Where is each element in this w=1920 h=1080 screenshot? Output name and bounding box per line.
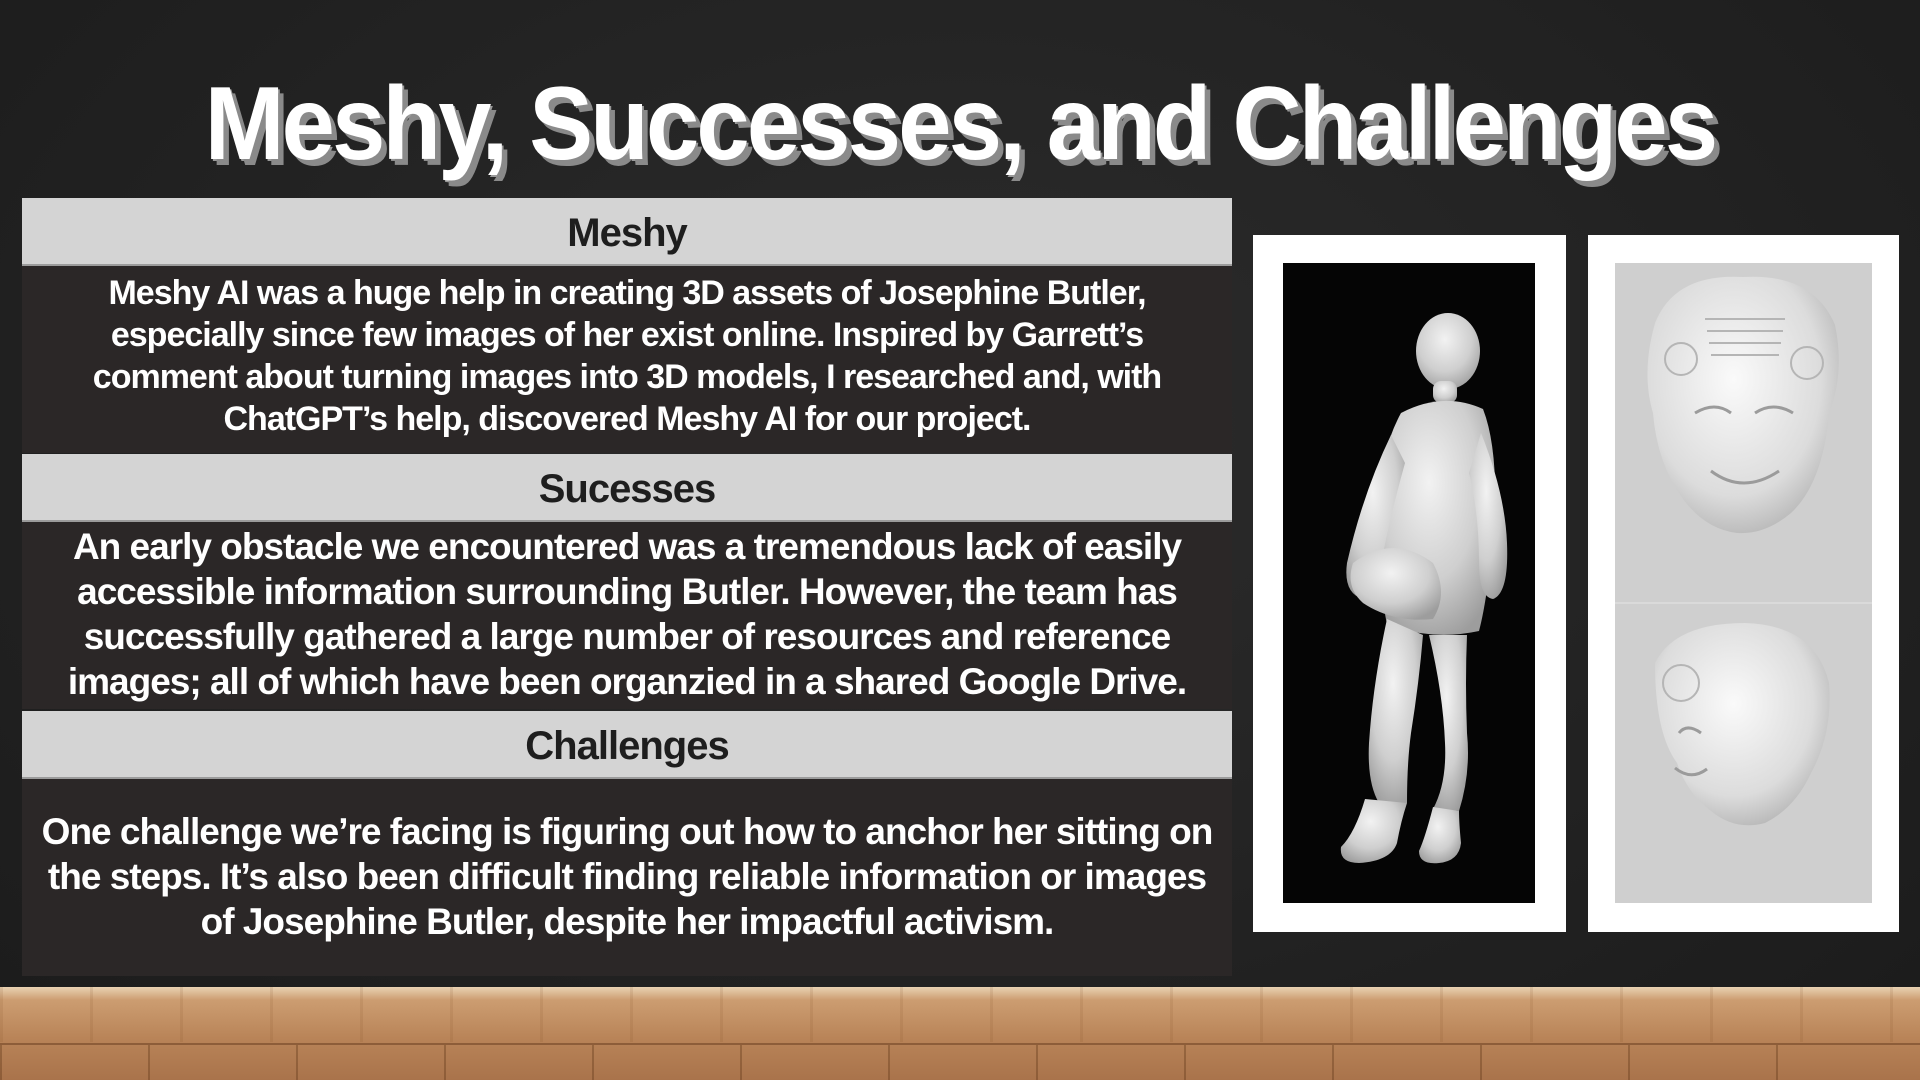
meshy-body: Meshy AI was a huge help in creating 3D assets of Josephine Butler, especially since few images of her exist online. Inspired by Garrett’s comment about turning images into 3D models, I researched and, with ChatGPT’s help, discovered Meshy AI for our project.	[22, 266, 1232, 453]
meshy-section	[22, 198, 1232, 453]
challenges-heading: Challenges	[22, 711, 1232, 779]
challenges-body: One challenge we’re facing is figuring out how to anchor her sitting on the steps. It’s also been difficult finding reliable information or images of Josephine Butler, despite her impactful activism.	[22, 779, 1232, 976]
figure-image-panel	[1283, 263, 1535, 903]
heads-image-frame	[1588, 235, 1899, 932]
seated-figure-3d-model-icon	[1283, 263, 1535, 903]
successes-heading: Sucesses	[22, 454, 1232, 522]
meshy-heading: Meshy	[22, 198, 1232, 266]
wooden-floor	[0, 987, 1920, 1080]
heads-image-panel	[1615, 263, 1872, 903]
slide-title: Meshy, Successes, and Challenges	[204, 66, 1716, 182]
successes-body: An early obstacle we encountered was a tremendous lack of easily accessible information surrounding Butler. However, the team has successfully gathered a large number of resources and reference images; all of which have been organzied in a shared Google Drive.	[22, 522, 1232, 709]
challenges-section	[22, 711, 1232, 976]
figure-image-frame	[1253, 235, 1566, 932]
successes-section	[22, 454, 1232, 709]
head-3d-model-icon	[1615, 263, 1872, 903]
